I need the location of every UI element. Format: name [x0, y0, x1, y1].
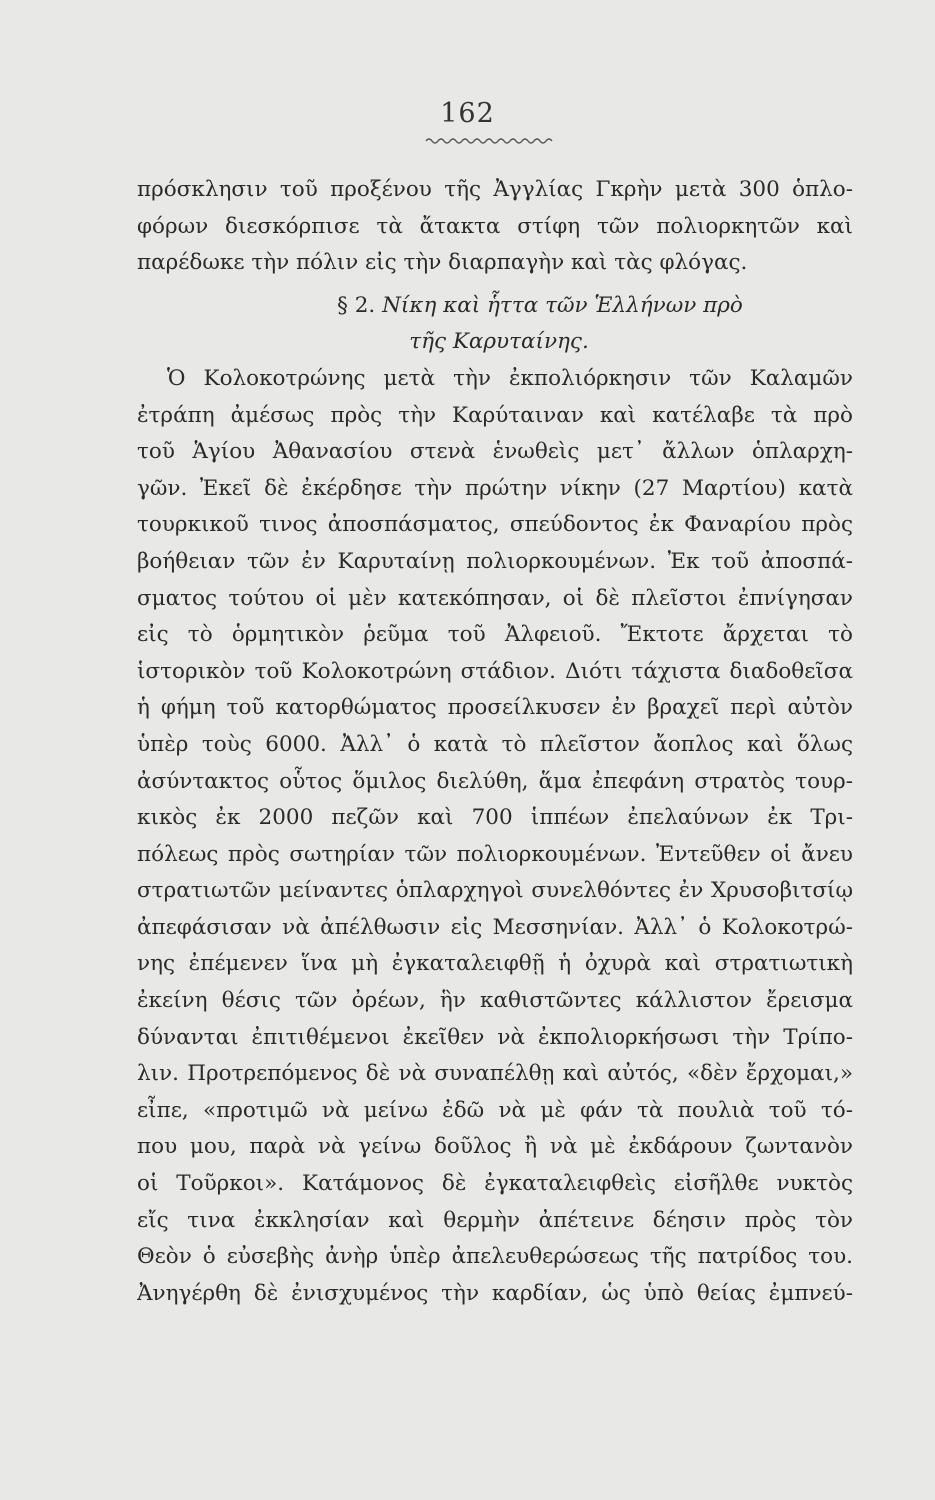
text-line: ἐτράπη ἀμέσως πρὸς τὴν Καρύταιναν καὶ κατέλαβε τὰ πρὸ [137, 402, 853, 428]
text-line: νης ἐπέμενεν ἵνα μὴ ἐγκαταλειφθῇ ἡ ὀχυρὰ καὶ στρατιωτικὴ [137, 951, 853, 977]
text-line: τοῦ Ἁγίου Ἀθανασίου στενὰ ἑνωθεὶς μετ᾽ ἄλλων ὁπλαρχη- [137, 439, 853, 465]
section-mark: § 2. [337, 292, 376, 318]
text-line: λιν. Προτρεπόμενος δὲ νὰ συναπέλθῃ καὶ αὐτός, «δὲν ἔρχομαι,» [137, 1061, 853, 1087]
text-line: ἡ φήμη τοῦ κατορθώματος προσείλκυσεν ἐν βραχεῖ περὶ αὐτὸν [137, 695, 853, 721]
text-line: εἶπε, «προτιμῶ νὰ μείνω ἐδῶ νὰ μὲ φάν τὰ πουλιὰ τοῦ τό- [137, 1097, 853, 1123]
text-line: Ἀνηγέρθη δὲ ἐνισχυμένος τὴν καρδίαν, ὡς ὑπὸ θείας ἐμπνεύ- [137, 1280, 853, 1306]
text-line: ἱστορικὸν τοῦ Κολοκοτρώνη στάδιον. Διότι τάχιστα διαδοθεῖσα [137, 658, 853, 684]
text-line: δύνανται ἐπιτιθέμενοι ἐκεῖθεν νὰ ἐκπολιορκήσωσι τὴν Τρίπο- [137, 1024, 853, 1050]
section-title: Νίκη καὶ ἧττα τῶν Ἑλλήνων πρὸ [382, 292, 743, 318]
text-line: βοήθειαν τῶν ἐν Καρυταίνῃ πολιορκουμένων. Ἐκ τοῦ ἀποσπά- [137, 548, 853, 574]
text-line: φόρων διεσκόρπισε τὰ ἄτακτα στίφη τῶν πολιορκητῶν καὶ [137, 213, 853, 239]
text-line: Θεὸν ὁ εὐσεβὴς ἀνὴρ ὑπὲρ ἀπελευθερώσεως τῆς πατρίδος του. [137, 1244, 853, 1270]
text-line: ἀπεφάσισαν νὰ ἀπέλθωσιν εἰς Μεσσηνίαν. Ἀλλ᾽ ὁ Κολοκοτρώ- [137, 914, 853, 940]
text-line: ἐκείνη θέσις τῶν ὀρέων, ἣν καθιστῶντες κάλλιστον ἔρεισμα [137, 988, 853, 1014]
text-line: κικὸς ἐκ 2000 πεζῶν καὶ 700 ἱππέων ἐπελαύνων ἐκ Τρι- [137, 805, 853, 831]
body-text [137, 172, 853, 1312]
text-line: πόλεως πρὸς σωτηρίαν τῶν πολιορκουμένων. Ἐντεῦθεν οἱ ἄνευ [137, 841, 853, 867]
text-line: ὑπὲρ τοὺς 6000. Ἀλλ᾽ ὁ κατὰ τὸ πλεῖστον ἄοπλος καὶ ὅλως [137, 731, 853, 757]
text-line: Ὁ Κολοκοτρώνης μετὰ τὴν ἐκπολιόρκησιν τῶν Καλαμῶν [167, 365, 853, 391]
text-line: παρέδωκε τὴν πόλιν εἰς τὴν διαρπαγὴν καὶ τὰς φλόγας. [137, 250, 748, 276]
text-line: πρόσκλησιν τοῦ προξένου τῆς Ἀγγλίας Γκρὴν μετὰ 300 ὁπλο- [137, 177, 853, 202]
page-number: 162 [440, 98, 495, 129]
text-line: που μου, παρὰ νὰ γείνω δοῦλος ἢ νὰ μὲ ἐκδάρουν ζωντανὸν [137, 1134, 853, 1160]
section-heading-continued: τῆς Καρυταίνης. [409, 329, 589, 355]
wavy-rule-ornament [424, 136, 554, 146]
text-line: εἴς τινα ἐκκλησίαν καὶ θερμὴν ἀπέτεινε δέησιν πρὸς τὸν [137, 1207, 853, 1233]
paragraph [137, 172, 853, 282]
text-line: οἱ Τοῦρκοι». Κατάμονος δὲ ἐγκαταλειφθεὶς εἰσῆλθε νυκτὸς [137, 1171, 853, 1197]
text-line: ἀσύντακτος οὗτος ὅμιλος διελύθη, ἅμα ἐπεφάνη στρατὸς τουρ- [137, 768, 853, 794]
text-line: εἰς τὸ ὁρμητικὸν ῥεῦμα τοῦ Ἀλφειοῦ. Ἔκτοτε ἄρχεται τὸ [137, 622, 853, 648]
text-line: σματος τούτου οἱ μὲν κατεκόπησαν, οἱ δὲ πλεῖστοι ἐπνίγησαν [137, 585, 853, 611]
text-line: τουρκικοῦ τινος ἀποσπάσματος, σπεύδοντος ἐκ Φαναρίου πρὸς [137, 512, 853, 538]
text-line: γῶν. Ἐκεῖ δὲ ἐκέρδησε τὴν πρώτην νίκην (27 Μαρτίου) κατὰ [137, 475, 853, 501]
section-heading [137, 282, 853, 325]
paragraph [137, 361, 853, 1312]
text-line: στρατιωτῶν μείναντες ὁπλαρχηγοὶ συνελθόντες ἐν Χρυσοβιτσίῳ [137, 878, 853, 904]
